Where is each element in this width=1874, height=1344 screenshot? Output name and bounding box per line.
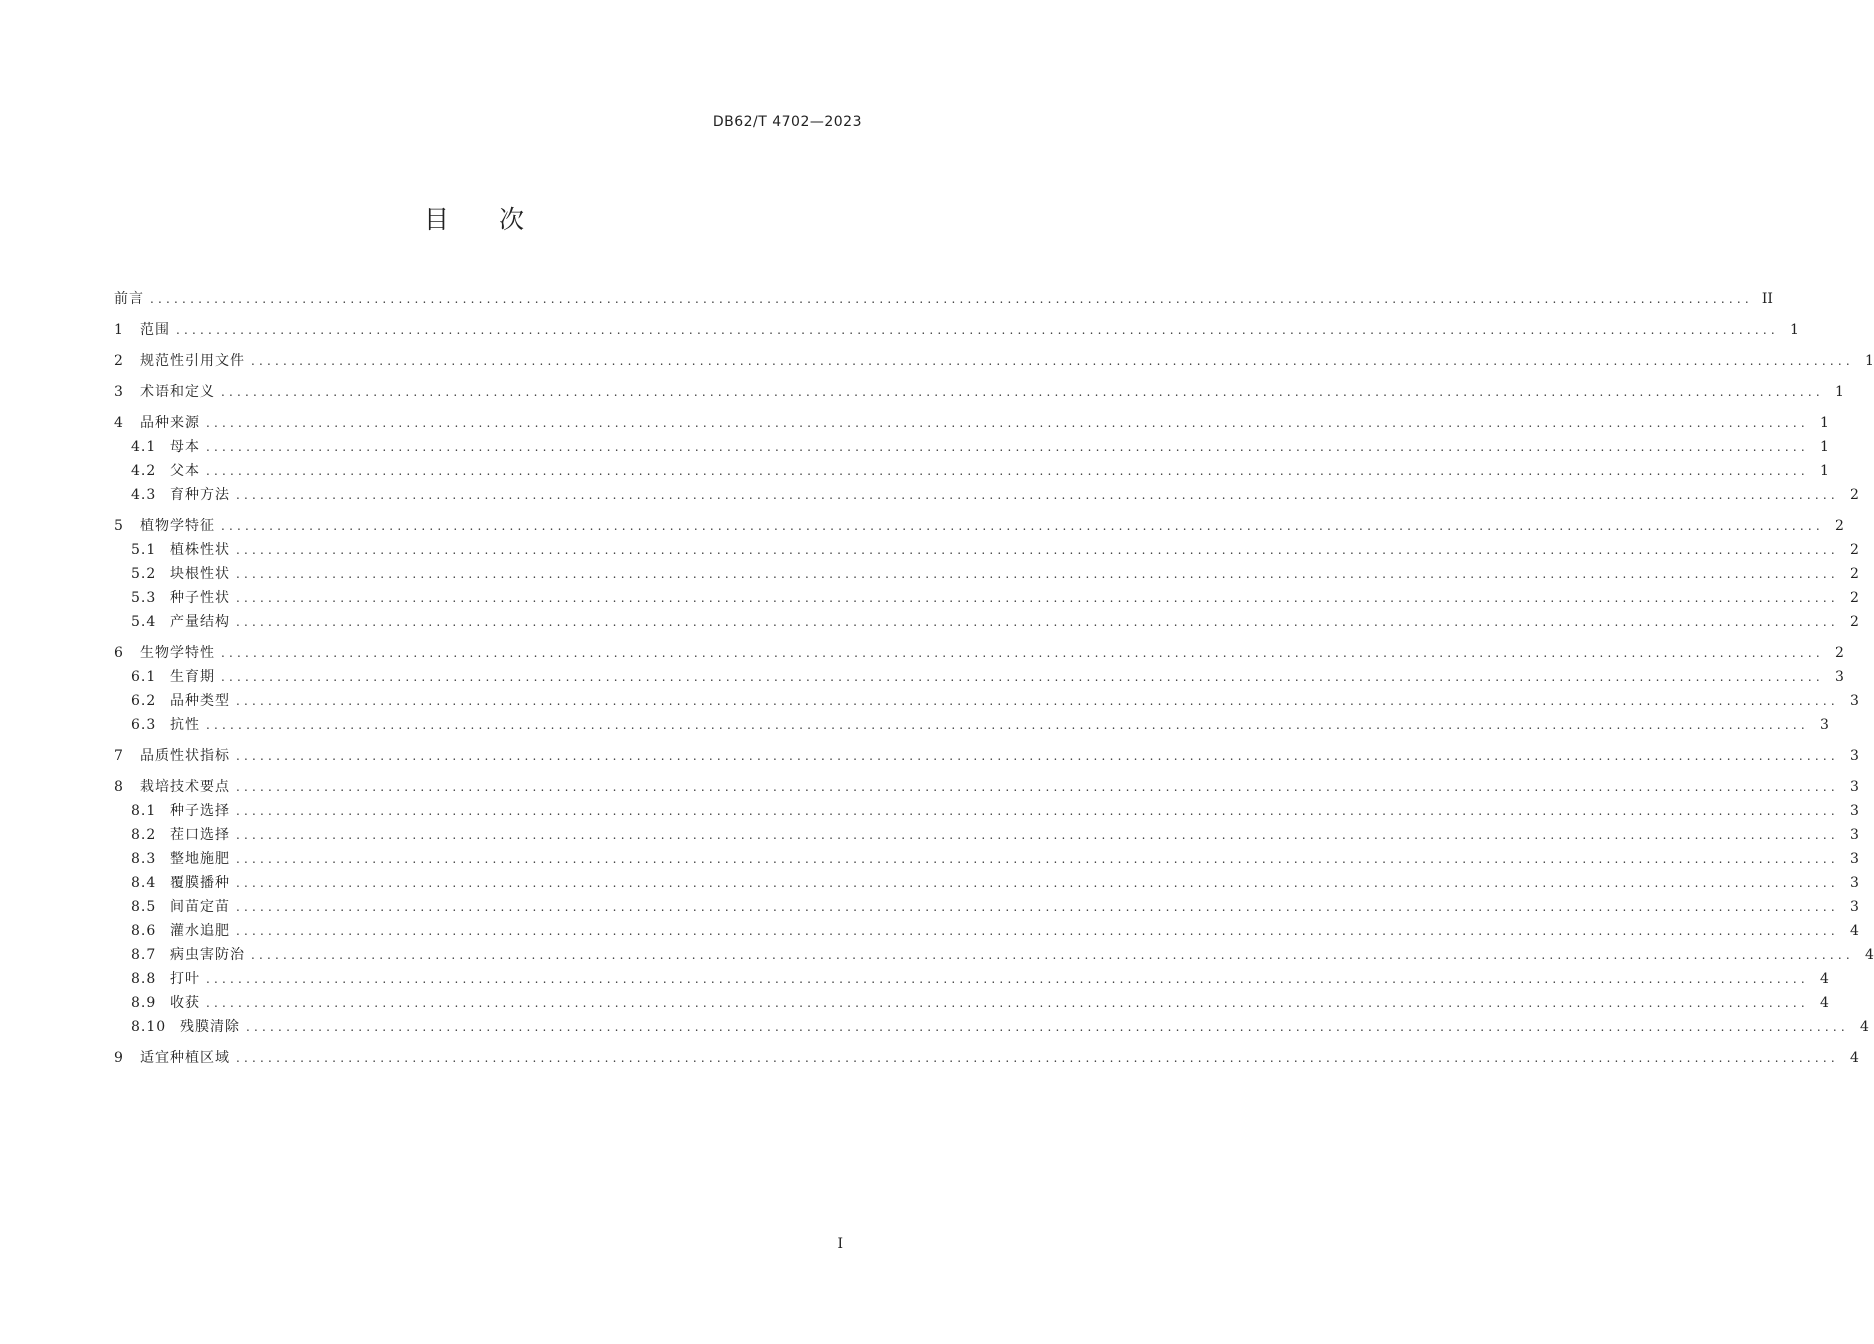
toc-entry[interactable] [114, 380, 1844, 404]
toc-entry-label: 育种方法 [170, 487, 230, 503]
toc-entry-label: 生育期 [170, 669, 215, 685]
toc-entry-page: 3 [1849, 851, 1859, 867]
toc-entry-number: 6.1 [131, 669, 157, 685]
toc-leader-dots: ........................................................................................................................................................................................................ [206, 718, 1809, 732]
toc-leader-dots: ........................................................................................................................................................................................................ [221, 670, 1824, 684]
toc-entry-label: 块根性状 [170, 566, 230, 582]
toc-title [0, 200, 950, 236]
toc-entry[interactable] [114, 871, 1859, 895]
toc-entry-number: 5.2 [131, 566, 157, 582]
toc-leader-dots: ........................................................................................................................................................................................................ [236, 1051, 1839, 1065]
toc-entry-number: 4.1 [131, 439, 157, 455]
toc-entry-label: 母本 [170, 439, 200, 455]
toc-entry[interactable] [114, 586, 1859, 610]
toc-entry[interactable] [114, 689, 1859, 713]
toc-entry[interactable] [114, 610, 1859, 634]
toc-leader-dots: ........................................................................................................................................................................................................ [236, 694, 1839, 708]
toc-entry-page: 1 [1819, 439, 1829, 455]
toc-entry-number: 6.3 [131, 717, 157, 733]
toc-entry[interactable] [114, 318, 1799, 342]
toc-entry-number: 1 [114, 322, 123, 338]
toc-entry-page: 4 [1849, 1050, 1859, 1066]
toc-entry[interactable] [114, 287, 1773, 311]
toc-entry-label: 前言 [114, 291, 144, 307]
toc-entry-label: 整地施肥 [170, 851, 230, 867]
toc-leader-dots: ........................................................................................................................................................................................................ [251, 354, 1854, 368]
toc-entry[interactable] [114, 514, 1844, 538]
toc-entry-label: 收获 [170, 995, 200, 1011]
toc-entry-page: 2 [1849, 614, 1859, 630]
toc-leader-dots: ........................................................................................................................................................................................................ [236, 876, 1839, 890]
toc-entry-page: 2 [1849, 487, 1859, 503]
toc-leader-dots: ........................................................................................................................................................................................................ [236, 567, 1839, 581]
toc-entry[interactable] [114, 967, 1829, 991]
toc-leader-dots: ........................................................................................................................................................................................................ [236, 852, 1839, 866]
toc-entry-page: 2 [1834, 645, 1844, 661]
toc-entry[interactable] [114, 744, 1859, 768]
toc-entry-number: 2 [114, 353, 123, 369]
toc-entry-number: 8.10 [131, 1019, 167, 1035]
toc-leader-dots: ........................................................................................................................................................................................................ [236, 900, 1839, 914]
toc-entry[interactable] [114, 641, 1844, 665]
toc-leader-dots: ........................................................................................................................................................................................................ [236, 543, 1839, 557]
toc-entry[interactable] [114, 349, 1874, 373]
toc-leader-dots: ........................................................................................................................................................................................................ [236, 615, 1839, 629]
toc-entry-number: 5 [114, 518, 123, 534]
toc-entry-page: 4 [1864, 947, 1874, 963]
toc-entry[interactable] [114, 411, 1829, 435]
toc-entry-number: 8.9 [131, 995, 157, 1011]
toc-leader-dots: ........................................................................................................................................................................................................ [221, 519, 1824, 533]
document-code: DB62/T 4702—2023 [712, 114, 862, 130]
toc-leader-dots: ........................................................................................................................................................................................................ [206, 972, 1809, 986]
toc-entry[interactable] [114, 847, 1859, 871]
toc-entry-number: 8.5 [131, 899, 157, 915]
table-of-contents [114, 287, 1874, 1070]
toc-entry-label: 品质性状指标 [140, 748, 230, 764]
toc-entry[interactable] [114, 799, 1859, 823]
toc-entry-label: 种子选择 [170, 803, 230, 819]
toc-leader-dots: ........................................................................................................................................................................................................ [221, 385, 1824, 399]
toc-entry-page: 4 [1819, 971, 1829, 987]
toc-leader-dots: ........................................................................................................................................................................................................ [236, 828, 1839, 842]
toc-entry[interactable] [114, 1046, 1859, 1070]
toc-entry-number: 4.3 [131, 487, 157, 503]
toc-entry[interactable] [114, 943, 1874, 967]
toc-entry-number: 4.2 [131, 463, 157, 479]
toc-entry-page: 3 [1819, 717, 1829, 733]
toc-entry[interactable] [114, 895, 1859, 919]
toc-entry-label: 灌水追肥 [170, 923, 230, 939]
toc-entry[interactable] [114, 435, 1829, 459]
toc-leader-dots: ........................................................................................................................................................................................................ [236, 488, 1839, 502]
toc-entry-label: 茬口选择 [170, 827, 230, 843]
toc-entry-number: 6 [114, 645, 123, 661]
toc-entry-label: 病虫害防治 [170, 947, 245, 963]
toc-entry-label: 间苗定苗 [170, 899, 230, 915]
toc-entry-label: 栽培技术要点 [140, 779, 230, 795]
toc-entry-number: 7 [114, 748, 123, 764]
toc-entry-number: 8.7 [131, 947, 157, 963]
toc-leader-dots: ........................................................................................................................................................................................................ [236, 804, 1839, 818]
toc-entry-label: 植物学特征 [140, 518, 215, 534]
toc-entry-page: 1 [1864, 353, 1874, 369]
toc-entry[interactable] [114, 991, 1829, 1015]
toc-entry[interactable] [114, 459, 1829, 483]
toc-entry[interactable] [114, 919, 1859, 943]
toc-entry-page: 4 [1849, 923, 1859, 939]
toc-title-char-2: 次 [499, 205, 527, 234]
toc-entry-label: 产量结构 [170, 614, 230, 630]
toc-leader-dots: ........................................................................................................................................................................................................ [206, 440, 1809, 454]
toc-entry-label: 父本 [170, 463, 200, 479]
toc-entry-number: 4 [114, 415, 123, 431]
toc-leader-dots: ........................................................................................................................................................................................................ [206, 464, 1809, 478]
toc-entry-page: 3 [1834, 669, 1844, 685]
toc-entry-label: 种子性状 [170, 590, 230, 606]
toc-entry-page: 3 [1849, 803, 1859, 819]
toc-entry[interactable] [114, 823, 1859, 847]
toc-leader-dots: ........................................................................................................................................................................................................ [206, 416, 1809, 430]
toc-entry-number: 8.1 [131, 803, 157, 819]
toc-entry-page: 2 [1849, 590, 1859, 606]
toc-entry[interactable] [114, 562, 1859, 586]
toc-entry-label: 范围 [140, 322, 170, 338]
toc-entry-number: 9 [114, 1050, 123, 1066]
toc-entry-page: 1 [1819, 463, 1829, 479]
toc-leader-dots: ........................................................................................................................................................................................................ [236, 924, 1839, 938]
toc-entry-label: 覆膜播种 [170, 875, 230, 891]
toc-leader-dots: ........................................................................................................................................................................................................ [236, 749, 1839, 763]
toc-entry-number: 5.3 [131, 590, 157, 606]
toc-entry-label: 适宜种植区域 [140, 1050, 230, 1066]
toc-entry-number: 5.4 [131, 614, 157, 630]
toc-entry[interactable] [114, 713, 1829, 737]
toc-entry-label: 规范性引用文件 [140, 353, 245, 369]
toc-entry-number: 8.3 [131, 851, 157, 867]
toc-leader-dots: ........................................................................................................................................................................................................ [246, 1020, 1849, 1034]
toc-entry-page: 3 [1849, 779, 1859, 795]
toc-entry-page: 2 [1849, 566, 1859, 582]
toc-entry-label: 植株性状 [170, 542, 230, 558]
toc-entry-number: 8.4 [131, 875, 157, 891]
toc-leader-dots: ........................................................................................................................................................................................................ [206, 996, 1809, 1010]
toc-entry-page: 3 [1849, 748, 1859, 764]
toc-entry-label: 残膜清除 [180, 1019, 240, 1035]
toc-entry-label: 抗性 [170, 717, 200, 733]
toc-entry-number: 3 [114, 384, 123, 400]
page-number: I [837, 1236, 843, 1252]
toc-entry-number: 8.6 [131, 923, 157, 939]
toc-entry-page: 4 [1819, 995, 1829, 1011]
toc-entry-label: 打叶 [170, 971, 200, 987]
toc-entry-number: 8 [114, 779, 123, 795]
toc-entry-number: 6.2 [131, 693, 157, 709]
toc-title-char-1: 目 [423, 205, 451, 234]
toc-entry-page: 1 [1789, 322, 1799, 338]
toc-entry[interactable] [114, 483, 1859, 507]
toc-entry-number: 5.1 [131, 542, 157, 558]
toc-entry-page: 3 [1849, 827, 1859, 843]
toc-entry-number: 8.2 [131, 827, 157, 843]
toc-entry-page: 2 [1849, 542, 1859, 558]
toc-entry-label: 生物学特性 [140, 645, 215, 661]
toc-entry-label: 品种类型 [170, 693, 230, 709]
toc-entry-label: 品种来源 [140, 415, 200, 431]
toc-entry[interactable] [114, 1015, 1869, 1039]
toc-entry-page: II [1761, 291, 1773, 307]
toc-entry[interactable] [114, 775, 1859, 799]
toc-entry-label: 术语和定义 [140, 384, 215, 400]
toc-entry-page: 1 [1834, 384, 1844, 400]
toc-leader-dots: ........................................................................................................................................................................................................ [236, 780, 1839, 794]
toc-entry[interactable] [114, 538, 1859, 562]
toc-leader-dots: ........................................................................................................................................................................................................ [251, 948, 1854, 962]
toc-leader-dots: ........................................................................................................................................................................................................ [221, 646, 1824, 660]
toc-entry-page: 3 [1849, 875, 1859, 891]
toc-entry-page: 2 [1834, 518, 1844, 534]
toc-leader-dots: ........................................................................................................................................................................................................ [176, 323, 1779, 337]
toc-leader-dots: ........................................................................................................................................................................................................ [150, 292, 1753, 306]
toc-entry-page: 4 [1859, 1019, 1869, 1035]
toc-entry-page: 3 [1849, 693, 1859, 709]
toc-entry[interactable] [114, 665, 1844, 689]
toc-entry-page: 1 [1819, 415, 1829, 431]
toc-leader-dots: ........................................................................................................................................................................................................ [236, 591, 1839, 605]
toc-entry-number: 8.8 [131, 971, 157, 987]
toc-entry-page: 3 [1849, 899, 1859, 915]
